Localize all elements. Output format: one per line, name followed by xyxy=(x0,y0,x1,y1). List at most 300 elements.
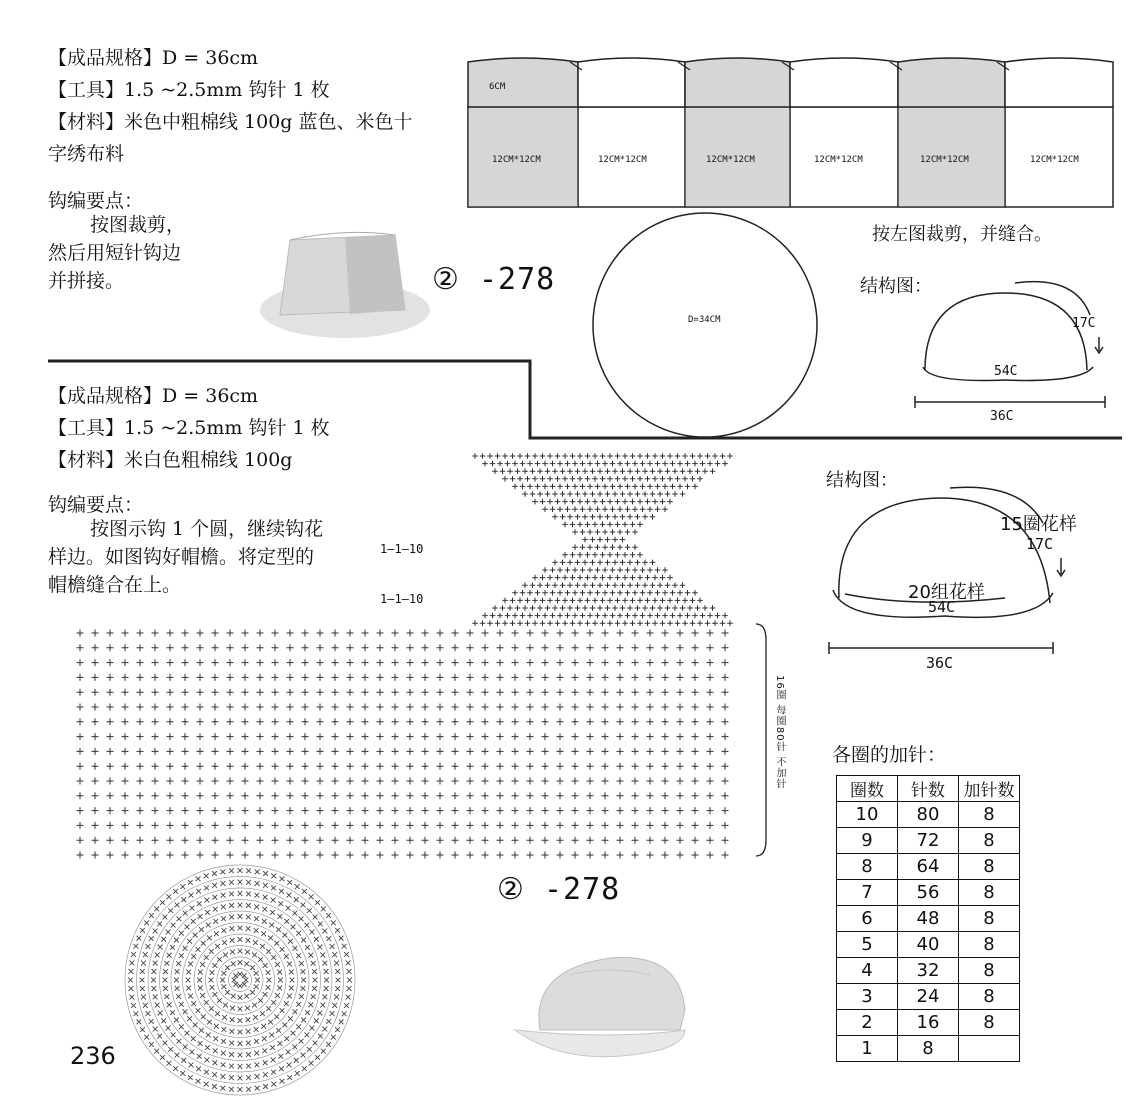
stitch-symbol xyxy=(152,704,159,711)
stitch-symbol xyxy=(707,837,714,844)
stitch-symbol xyxy=(452,852,459,859)
stitch-symbol xyxy=(502,453,508,459)
stitch-symbol xyxy=(310,930,315,935)
stitch-symbol xyxy=(587,506,593,512)
stitch-symbol xyxy=(540,598,546,604)
stitch-symbol xyxy=(77,630,84,637)
stitch-symbol xyxy=(650,605,656,611)
stitch-symbol xyxy=(238,949,243,954)
stitch-symbol xyxy=(287,880,292,885)
stitch-symbol xyxy=(212,871,217,876)
stitch-symbol xyxy=(182,748,189,755)
stitch-symbol xyxy=(437,792,444,799)
stitch-symbol xyxy=(227,689,234,696)
stitch-symbol xyxy=(301,986,306,991)
stitch-symbol xyxy=(580,529,586,535)
stitch-symbol xyxy=(512,630,519,637)
stitch-symbol xyxy=(284,919,289,924)
stitch-symbol xyxy=(660,575,666,581)
stitch-symbol xyxy=(677,484,683,490)
stitch-symbol xyxy=(572,733,579,740)
stitch-symbol xyxy=(595,484,601,490)
stitch-symbol xyxy=(182,718,189,725)
stitch-symbol xyxy=(250,990,255,995)
stitch-symbol xyxy=(722,733,729,740)
stitch-symbol xyxy=(557,718,564,725)
stitch-symbol xyxy=(227,837,234,844)
stitch-symbol xyxy=(107,659,114,666)
stitch-symbol xyxy=(302,630,309,637)
stitch-symbol xyxy=(707,748,714,755)
stitch-symbol xyxy=(437,778,444,785)
stitch-symbol xyxy=(242,982,247,987)
stitch-symbol xyxy=(212,1072,217,1077)
stitch-symbol xyxy=(330,1011,335,1016)
stitch-symbol xyxy=(617,567,623,573)
stitch-symbol xyxy=(137,822,144,829)
stitch-symbol xyxy=(572,748,579,755)
stitch-symbol xyxy=(572,461,578,467)
stitch-symbol xyxy=(452,630,459,637)
stitch-symbol xyxy=(272,778,279,785)
stitch-symbol xyxy=(189,893,194,898)
stitch-symbol xyxy=(670,461,676,467)
stitch-symbol xyxy=(480,453,486,459)
stitch-symbol xyxy=(652,598,658,604)
stitch-symbol xyxy=(625,567,631,573)
stitch-symbol xyxy=(602,630,609,637)
stitch-symbol xyxy=(107,689,114,696)
stitch-symbol xyxy=(510,476,516,482)
stitch-symbol xyxy=(615,575,621,581)
stitch-symbol xyxy=(540,499,546,505)
stitch-symbol xyxy=(490,461,496,467)
stitch-symbol xyxy=(221,1051,226,1056)
stitch-symbol xyxy=(163,915,168,920)
stitch-symbol xyxy=(622,552,628,558)
stitch-symbol xyxy=(407,674,414,681)
stitch-symbol xyxy=(392,807,399,814)
panel-label-4: 12CM*12CM xyxy=(814,155,863,165)
table-cell: 56 xyxy=(898,880,959,906)
stitch-symbol xyxy=(585,552,591,558)
stitch-symbol xyxy=(655,613,661,619)
stitch-symbol xyxy=(152,674,159,681)
stitch-symbol xyxy=(326,936,331,941)
stitch-symbol xyxy=(562,552,568,558)
stitch-symbol xyxy=(284,954,289,959)
stitch-symbol xyxy=(602,704,609,711)
stitch-symbol xyxy=(497,659,504,666)
stitch-symbol xyxy=(560,468,566,474)
stitch-symbol xyxy=(422,837,429,844)
stitch-symbol xyxy=(286,906,291,911)
stitch-symbol xyxy=(587,748,594,755)
stitch-symbol xyxy=(212,807,219,814)
stitch-symbol xyxy=(630,476,636,482)
stitch-symbol xyxy=(467,644,474,651)
stitch-symbol xyxy=(242,733,249,740)
stitch-symbol xyxy=(252,952,257,957)
stitch-symbol xyxy=(582,605,588,611)
stitch-symbol xyxy=(670,590,676,596)
stitch-symbol xyxy=(452,704,459,711)
stitch-symbol xyxy=(662,733,669,740)
stitch-symbol xyxy=(685,613,691,619)
stitch-symbol xyxy=(77,822,84,829)
stitch-symbol xyxy=(377,704,384,711)
stitch-symbol xyxy=(662,506,668,512)
stitch-symbol xyxy=(153,929,158,934)
stitch-symbol xyxy=(522,605,528,611)
stitch-symbol xyxy=(179,953,184,958)
stitch-symbol xyxy=(542,689,549,696)
stitch-symbol xyxy=(707,630,714,637)
stitch-symbol xyxy=(530,491,536,497)
stitch-symbol xyxy=(377,718,384,725)
stitch-symbol xyxy=(212,689,219,696)
stitch-symbol xyxy=(542,461,548,467)
stitch-symbol xyxy=(407,807,414,814)
stitch-symbol xyxy=(107,704,114,711)
crown-ring xyxy=(229,969,252,992)
stitch-symbol xyxy=(107,718,114,725)
stitch-symbol xyxy=(602,733,609,740)
stitch-symbol xyxy=(336,978,341,983)
stitch-symbol xyxy=(665,582,671,588)
stitch-symbol xyxy=(197,689,204,696)
stitch-symbol xyxy=(617,792,624,799)
stitch-symbol xyxy=(657,468,663,474)
stitch-symbol xyxy=(467,837,474,844)
stitch-symbol xyxy=(422,792,429,799)
crown-ring xyxy=(217,957,263,1003)
stitch-symbol xyxy=(602,778,609,785)
stitch-symbol xyxy=(557,733,564,740)
stitch-symbol xyxy=(246,1041,251,1046)
stitch-symbol xyxy=(542,644,549,651)
stitch-symbol xyxy=(197,778,204,785)
table-cell: 64 xyxy=(898,854,959,880)
stitch-symbol xyxy=(140,978,145,983)
crown-ring xyxy=(206,946,275,1015)
stitch-symbol xyxy=(255,1086,260,1091)
stitch-symbol xyxy=(617,689,624,696)
stitch-symbol xyxy=(152,778,159,785)
stitch-symbol xyxy=(342,1011,347,1016)
stitch-symbol xyxy=(612,514,618,520)
table-cell: 1 xyxy=(837,1036,898,1062)
stitch-symbol xyxy=(507,468,513,474)
stitch-symbol xyxy=(174,978,179,983)
stitch-symbol xyxy=(632,613,638,619)
stitch-symbol xyxy=(221,916,226,921)
stitch-symbol xyxy=(262,1048,267,1053)
stitch-symbol xyxy=(527,852,534,859)
stitch-symbol xyxy=(647,659,654,666)
decrease-label-1: 1—1—10 xyxy=(380,542,424,556)
stitch-symbol xyxy=(293,946,298,951)
stitch-symbol xyxy=(238,891,243,896)
stitch-symbol xyxy=(692,807,699,814)
stitch-symbol xyxy=(140,1027,145,1032)
stitch-symbol xyxy=(230,938,235,943)
stitch-symbol xyxy=(205,1045,210,1050)
stitch-symbol xyxy=(482,659,489,666)
stitch-symbol xyxy=(512,461,518,467)
stitch-symbol xyxy=(326,1019,331,1024)
stitch-symbol xyxy=(632,778,639,785)
stitch-symbol xyxy=(692,763,699,770)
stitch-symbol xyxy=(263,871,268,876)
stitch-symbol xyxy=(407,659,414,666)
stitch-symbol xyxy=(630,552,636,558)
stitch-symbol xyxy=(377,792,384,799)
stitch-symbol xyxy=(617,590,623,596)
stitch-symbol xyxy=(238,1041,243,1046)
stitch-symbol xyxy=(722,659,729,666)
stitch-symbol xyxy=(565,590,571,596)
stitch-symbol xyxy=(610,590,616,596)
stitch-symbol xyxy=(77,704,84,711)
stitch-symbol xyxy=(632,733,639,740)
stitch-symbol xyxy=(592,522,598,528)
stitch-symbol xyxy=(692,644,699,651)
stitch-symbol xyxy=(532,499,538,505)
stitch-symbol xyxy=(437,733,444,740)
stitch-symbol xyxy=(587,763,594,770)
stitch-symbol xyxy=(662,484,668,490)
stitch-symbol xyxy=(377,763,384,770)
stitch-symbol xyxy=(567,514,573,520)
stitch-symbol xyxy=(215,944,220,949)
stitch-symbol xyxy=(232,978,237,983)
pattern1-spec: 【成品规格】D = 36cm xyxy=(48,47,259,69)
stitch-symbol xyxy=(122,837,129,844)
stitch-symbol xyxy=(635,560,641,566)
stitch-symbol xyxy=(331,920,336,925)
stitch-symbol xyxy=(332,689,339,696)
stitch-symbol xyxy=(677,763,684,770)
stitch-symbol xyxy=(452,674,459,681)
stitch-symbol xyxy=(722,689,729,696)
stitch-symbol xyxy=(335,928,340,933)
stitch-symbol xyxy=(209,978,214,983)
stitch-symbol xyxy=(542,718,549,725)
stitch-symbol xyxy=(527,689,534,696)
stitch-symbol xyxy=(246,868,251,873)
stitch-symbol xyxy=(627,514,633,520)
stitch-symbol xyxy=(655,567,661,573)
stitch-symbol xyxy=(557,630,564,637)
stitch-symbol xyxy=(254,1027,259,1032)
stitch-symbol xyxy=(137,837,144,844)
stitch-symbol xyxy=(287,962,292,967)
stitch-symbol xyxy=(313,1041,318,1046)
stitch-symbol xyxy=(500,468,506,474)
stitch-symbol xyxy=(520,590,526,596)
stitch-symbol xyxy=(622,453,628,459)
stitch-symbol xyxy=(263,1072,268,1077)
stitch-symbol xyxy=(585,598,591,604)
stitch-symbol xyxy=(497,852,504,859)
table-row xyxy=(837,906,1020,932)
stitch-symbol xyxy=(602,590,608,596)
stitch-symbol xyxy=(532,598,538,604)
stitch-symbol xyxy=(229,1064,234,1069)
table-header: 针数 xyxy=(898,776,959,802)
stitch-symbol xyxy=(238,1030,243,1035)
stitch-symbol xyxy=(272,630,279,637)
stitch-symbol xyxy=(173,1066,178,1071)
stitch-symbol xyxy=(122,718,129,725)
stitch-symbol xyxy=(212,644,219,651)
stitch-symbol xyxy=(122,644,129,651)
stitch-symbol xyxy=(550,506,556,512)
stitch-symbol xyxy=(615,453,621,459)
stitch-symbol xyxy=(347,822,354,829)
stitch-symbol xyxy=(542,704,549,711)
stitch-symbol xyxy=(572,484,578,490)
stitch-symbol xyxy=(227,718,234,725)
stitch-symbol xyxy=(422,704,429,711)
stitch-symbol xyxy=(640,461,646,467)
panel-label-6: 12CM*12CM xyxy=(1030,155,1079,165)
table-cell: 8 xyxy=(837,854,898,880)
stitch-symbol xyxy=(615,476,621,482)
stitch-symbol xyxy=(707,659,714,666)
stitch-symbol xyxy=(550,567,556,573)
stitch-symbol xyxy=(690,598,696,604)
stitch-symbol xyxy=(502,598,508,604)
stitch-symbol xyxy=(362,630,369,637)
stitch-symbol xyxy=(567,582,573,588)
stitch-symbol xyxy=(317,644,324,651)
stitch-symbol xyxy=(625,484,631,490)
stitch-symbol xyxy=(182,807,189,814)
stitch-symbol xyxy=(157,1034,162,1039)
stitch-symbol xyxy=(244,994,249,999)
stitch-symbol xyxy=(167,778,174,785)
stitch-symbol xyxy=(637,598,643,604)
stitch-symbol xyxy=(346,995,351,1000)
stitch-symbol xyxy=(467,659,474,666)
stitch-symbol xyxy=(637,522,643,528)
stitch-symbol xyxy=(650,491,656,497)
stitch-symbol xyxy=(677,659,684,666)
stitch-symbol xyxy=(692,778,699,785)
stitch-symbol xyxy=(262,907,267,912)
stitch-symbol xyxy=(227,659,234,666)
stitch-symbol xyxy=(317,778,324,785)
stitch-symbol xyxy=(107,837,114,844)
stitch-symbol xyxy=(467,689,474,696)
stitch-symbol xyxy=(229,868,234,873)
stitch-symbol xyxy=(137,807,144,814)
stitch-symbol xyxy=(161,937,166,942)
stitch-symbol xyxy=(590,560,596,566)
table-row xyxy=(837,958,1020,984)
stitch-symbol xyxy=(197,763,204,770)
stitch-symbol xyxy=(585,499,591,505)
stitch-symbol xyxy=(525,453,531,459)
stitch-symbol xyxy=(565,567,571,573)
stitch-symbol xyxy=(692,822,699,829)
stitch-symbol xyxy=(560,514,566,520)
stitch-symbol xyxy=(632,689,639,696)
stitch-symbol xyxy=(612,491,618,497)
stitch-symbol xyxy=(107,807,114,814)
stitch-symbol xyxy=(144,1035,149,1040)
stitch-symbol xyxy=(272,659,279,666)
stitch-symbol xyxy=(692,630,699,637)
stitch-symbol xyxy=(620,605,626,611)
stitch-symbol xyxy=(274,941,279,946)
stitch-symbol xyxy=(617,748,624,755)
stitch-symbol xyxy=(182,837,189,844)
table-cell: 8 xyxy=(898,1036,959,1062)
stitch-symbol xyxy=(617,630,624,637)
stitch-symbol xyxy=(557,778,564,785)
stitch-symbol xyxy=(507,605,513,611)
stitch-symbol xyxy=(213,919,218,924)
stitch-symbol xyxy=(92,718,99,725)
stitch-symbol xyxy=(622,598,628,604)
stitch-symbol xyxy=(196,1079,201,1084)
stitch-symbol xyxy=(392,630,399,637)
stitch-symbol xyxy=(570,575,576,581)
stitch-symbol xyxy=(487,453,493,459)
stitch-symbol xyxy=(632,544,638,550)
stitch-symbol xyxy=(407,630,414,637)
stitch-symbol xyxy=(310,1026,315,1031)
pattern1-structure-title: 结构图： xyxy=(860,276,932,297)
stitch-symbol xyxy=(647,837,654,844)
stitch-symbol xyxy=(662,644,669,651)
stitch-symbol xyxy=(257,659,264,666)
stitch-symbol xyxy=(275,993,280,998)
stitch-symbol xyxy=(332,822,339,829)
stitch-symbol xyxy=(647,704,654,711)
stitch-symbol xyxy=(167,718,174,725)
stitch-symbol xyxy=(610,529,616,535)
stitch-symbol xyxy=(707,644,714,651)
stitch-symbol xyxy=(612,582,618,588)
stitch-symbol xyxy=(152,718,159,725)
pattern2-material: 【材料】米白色粗棉线 100g xyxy=(48,449,293,471)
stitch-symbol xyxy=(580,567,586,573)
stitch-symbol xyxy=(175,1053,180,1058)
stitch-symbol xyxy=(212,778,219,785)
stitch-symbol xyxy=(204,886,209,891)
stitch-symbol xyxy=(175,903,180,908)
crown-ring xyxy=(137,877,344,1084)
stitch-symbol xyxy=(512,807,519,814)
stitch-symbol xyxy=(197,822,204,829)
stitch-symbol xyxy=(167,704,174,711)
stitch-symbol xyxy=(278,914,283,919)
stitch-symbol xyxy=(675,476,681,482)
stitch-symbol xyxy=(215,1011,220,1016)
stitch-symbol xyxy=(632,718,639,725)
stitch-symbol xyxy=(647,644,654,651)
stitch-symbol xyxy=(246,903,251,908)
stitch-symbol xyxy=(179,1024,184,1029)
stitch-symbol xyxy=(287,837,294,844)
stitch-symbol xyxy=(257,748,264,755)
stitch-symbol xyxy=(220,978,225,983)
stitch-symbol xyxy=(607,522,613,528)
